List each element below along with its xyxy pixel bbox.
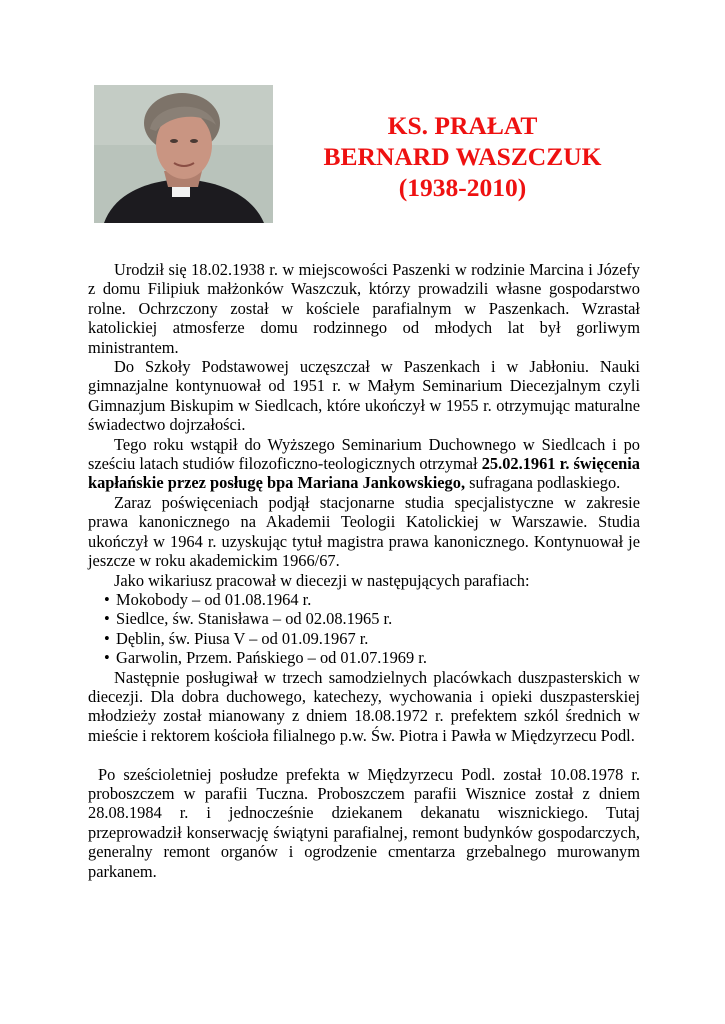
parish-label: Garwolin, Przem. Pańskiego – od 01.07.1969 r. (116, 648, 427, 668)
portrait-icon (94, 85, 273, 223)
paragraph-prefect: Następnie posługiwał w trzech samodzielnych placówkach duszpasterskich w diecezji. Dla dobra duchowego, katechezy, wychowania i opieki duszpasterskiej młodzieży został mianowany z dniem 18.08.1972 r. prefektem szkól średnich w mieście i rektorem kościoła filialnego p.w. Św. Piotra i Pawła w Międzyrzecu Podl. (88, 667, 640, 745)
bullet-icon: • (104, 589, 110, 609)
page-title (290, 110, 635, 203)
paragraph-birth: Urodził się 18.02.1938 r. w miejscowości Paszenki w rodzinie Marcina i Józefy z domu Filipiuk małżonków Waszczuk, którzy prowadzili własne gospodarstwo rolne. Ochrzczony został w kościele parafialnym w Paszenkach. Wzrastał katolickiej atmosferze domu rodzinnego od młodych lat był gorliwym ministrantem. (88, 260, 640, 357)
ordination-text-start: Tego roku wstąpił do Wyższego Seminarium Duchownego w Siedlcach i po sześciu latach studiów filozoficzno-teologicznych otrzymał (88, 434, 640, 474)
ordination-date-bold: 25.02.1961 r. święcenia kapłańskie przez posługę bpa Mariana Jankowskiego, (88, 454, 641, 493)
portrait-photo (94, 85, 273, 223)
title-line-3: (1938-2010) (398, 173, 527, 202)
list-item (104, 648, 640, 667)
bullet-icon: • (104, 609, 110, 629)
parish-label: Mokobody – od 01.08.1964 r. (116, 589, 312, 609)
biography-text (88, 260, 640, 881)
paragraph-studies: Zaraz poświęceniach podjął stacjonarne studia specjalistyczne w zakresie prawa kanonicznego na Akademii Teologii Katolickiej w Warszawie. Studia ukończył w 1964 r. uzyskując tytuł magistra prawa kanonicznego. Kontynuował je jeszcze w roku akademickim 1966/67. (88, 492, 640, 571)
paragraph-school: Do Szkoły Podstawowej uczęszczał w Paszenkach i w Jabłoniu. Nauki gimnazjalne kontynuował od 1951 r. w Małym Seminarium Diecezjalnym czyli Gimnazjum Biskupim w Siedlcach, które ukończył w 1955 r. otrzymując maturalne świadectwo dojrzałości. (88, 357, 640, 435)
list-item (104, 629, 640, 648)
list-item (104, 609, 640, 628)
parish-label: Siedlce, św. Stanisława – od 02.08.1965 r. (116, 609, 393, 629)
bullet-icon: • (104, 648, 110, 668)
title-line-1: KS. PRAŁAT (387, 111, 538, 140)
paragraph-ordination (88, 435, 640, 493)
parish-label: Dęblin, św. Piusa V – od 01.09.1967 r. (116, 628, 369, 648)
title-line-2: BERNARD WASZCZUK (323, 142, 602, 171)
bullet-icon: • (104, 628, 110, 648)
list-item (104, 590, 640, 609)
ordination-text-end: sufragana podlaskiego. (465, 473, 621, 493)
paragraph-vicar-intro: Jako wikariusz pracował w diecezji w następujących parafiach: (114, 570, 530, 590)
parish-list (88, 590, 640, 668)
paragraph-parish-priest: Po sześcioletniej posłudze prefekta w Międzyrzecu Podl. został 10.08.1978 r. proboszczem w parafii Tuczna. Proboszczem parafii Wisznice został z dniem 28.08.1984 r. i jednocześnie dziekanem dekanatu wisznickiego. Tutaj przeprowadził konserwację świątyni parafialnej, remont budynków gospodarczych, generalny remont organów i ogrodzenie cmentarza grzebalnego murowanym parkanem. (88, 764, 640, 881)
